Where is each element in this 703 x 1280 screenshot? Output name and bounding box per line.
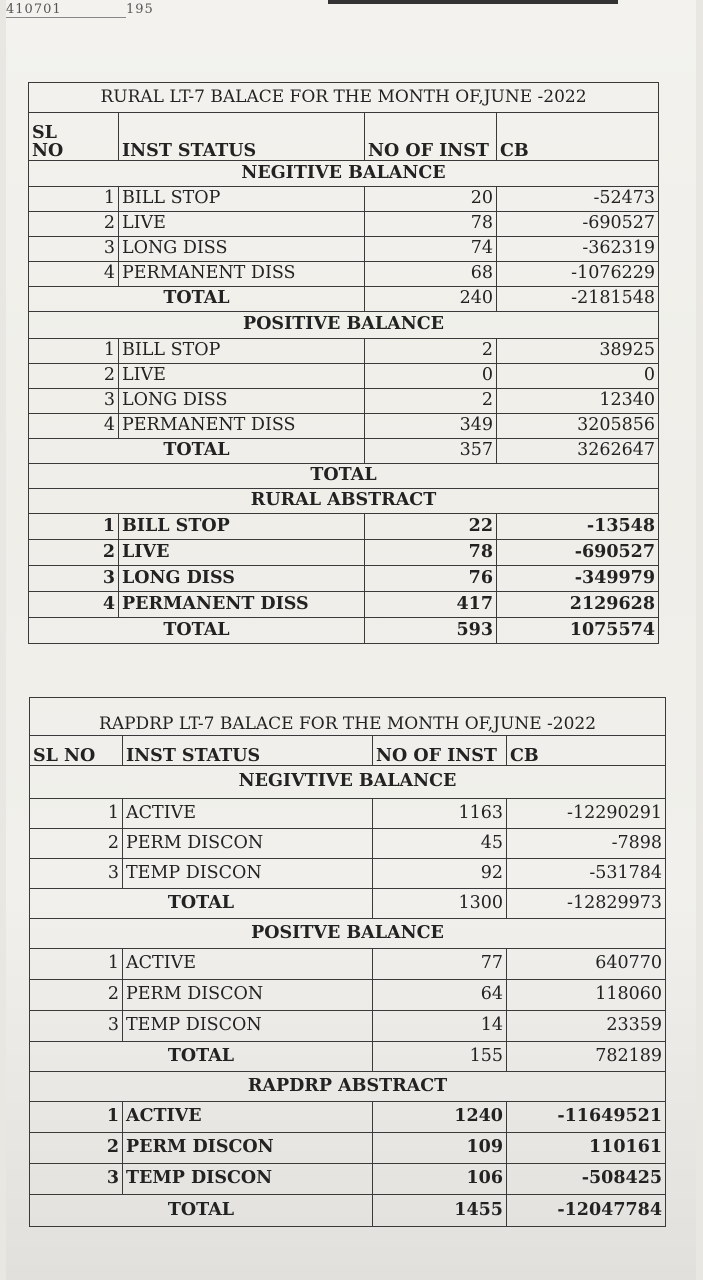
inst-count: 0 <box>365 364 497 389</box>
rapdrp-header-status: INST STATUS <box>123 736 373 766</box>
rural-negative-heading: NEGITIVE BALANCE <box>29 161 659 187</box>
cb-value: 3205856 <box>497 414 659 439</box>
sl-number: 2 <box>30 980 123 1011</box>
table-row <box>30 799 666 829</box>
inst-count: 349 <box>365 414 497 439</box>
inst-status: LONG DISS <box>119 566 365 592</box>
table-row <box>30 1164 666 1195</box>
table-row <box>29 566 659 592</box>
rapdrp-positive-heading: POSITVE BALANCE <box>30 919 666 949</box>
total-label: TOTAL <box>29 618 365 644</box>
rural-abstract-heading: RURAL ABSTRACT <box>29 489 659 514</box>
rapdrp-abstract-heading-row <box>30 1072 666 1102</box>
total-row <box>30 889 666 919</box>
rural-balance-table <box>28 82 659 644</box>
inst-status: ACTIVE <box>123 799 373 829</box>
rapdrp-positive-heading-row <box>30 919 666 949</box>
table-row <box>29 540 659 566</box>
total-label: TOTAL <box>29 287 365 312</box>
inst-status: LONG DISS <box>119 237 365 262</box>
table-row <box>30 1011 666 1042</box>
inst-status: PERM DISCON <box>123 980 373 1011</box>
cb-value: -13548 <box>497 514 659 540</box>
rural-title: RURAL LT-7 BALACE FOR THE MONTH OF,JUNE -2022 <box>29 83 659 113</box>
cb-value: -508425 <box>507 1164 666 1195</box>
inst-status: ACTIVE <box>123 1102 373 1133</box>
table-row <box>30 859 666 889</box>
scrap-text-2: 195 <box>126 2 154 17</box>
total-inst: 240 <box>365 287 497 312</box>
inst-count: 22 <box>365 514 497 540</box>
rapdrp-header-inst: NO OF INST <box>373 736 507 766</box>
total-cb: 3262647 <box>497 439 659 464</box>
sl-number: 1 <box>30 949 123 980</box>
total-row <box>30 1042 666 1072</box>
sl-number: 3 <box>29 237 119 262</box>
sl-number: 1 <box>30 1102 123 1133</box>
table-row <box>29 414 659 439</box>
table-row <box>30 949 666 980</box>
cb-value: 23359 <box>507 1011 666 1042</box>
table-row <box>29 187 659 212</box>
sl-number: 1 <box>29 187 119 212</box>
inst-status: LIVE <box>119 212 365 237</box>
rural-header-cb: CB <box>497 113 659 161</box>
inst-status: PERMANENT DISS <box>119 592 365 618</box>
sl-number: 3 <box>29 389 119 414</box>
inst-count: 14 <box>373 1011 507 1042</box>
table-row <box>30 980 666 1011</box>
table-row <box>29 262 659 287</box>
table-row <box>30 829 666 859</box>
table-row <box>29 237 659 262</box>
inst-status: BILL STOP <box>119 339 365 364</box>
sl-number: 2 <box>30 1133 123 1164</box>
cb-value: -1076229 <box>497 262 659 287</box>
inst-count: 78 <box>365 212 497 237</box>
total-inst: 1300 <box>373 889 507 919</box>
sl-number: 4 <box>29 414 119 439</box>
total-cb: 1075574 <box>497 618 659 644</box>
cb-value: -531784 <box>507 859 666 889</box>
inst-count: 77 <box>373 949 507 980</box>
total-inst: 593 <box>365 618 497 644</box>
sl-number: 2 <box>29 540 119 566</box>
inst-count: 45 <box>373 829 507 859</box>
rural-grand-total-heading: TOTAL <box>29 464 659 489</box>
sl-number: 1 <box>30 799 123 829</box>
total-inst: 155 <box>373 1042 507 1072</box>
inst-status: PERMANENT DISS <box>119 414 365 439</box>
inst-count: 1240 <box>373 1102 507 1133</box>
inst-count: 68 <box>365 262 497 287</box>
cb-value: 0 <box>497 364 659 389</box>
inst-count: 64 <box>373 980 507 1011</box>
rural-positive-heading-row <box>29 312 659 339</box>
cb-value: -12290291 <box>507 799 666 829</box>
total-row <box>29 287 659 312</box>
inst-count: 109 <box>373 1133 507 1164</box>
cb-value: 118060 <box>507 980 666 1011</box>
table-row <box>29 514 659 540</box>
sl-number: 1 <box>29 339 119 364</box>
rural-grand-total-heading-row <box>29 464 659 489</box>
inst-count: 20 <box>365 187 497 212</box>
sl-number: 2 <box>29 212 119 237</box>
cb-value: -11649521 <box>507 1102 666 1133</box>
inst-count: 76 <box>365 566 497 592</box>
cb-value: -690527 <box>497 540 659 566</box>
total-label: TOTAL <box>30 889 373 919</box>
sl-number: 3 <box>30 859 123 889</box>
table-row <box>29 339 659 364</box>
inst-count: 106 <box>373 1164 507 1195</box>
inst-status: BILL STOP <box>119 187 365 212</box>
sl-number: 3 <box>30 1011 123 1042</box>
inst-status: PERM DISCON <box>123 829 373 859</box>
inst-status: ACTIVE <box>123 949 373 980</box>
cb-value: -690527 <box>497 212 659 237</box>
sl-number: 2 <box>29 364 119 389</box>
sl-number: 4 <box>29 592 119 618</box>
inst-count: 92 <box>373 859 507 889</box>
inst-count: 78 <box>365 540 497 566</box>
rural-positive-heading: POSITIVE BALANCE <box>29 312 659 339</box>
rural-header-inst: NO OF INST <box>365 113 497 161</box>
total-cb: -12829973 <box>507 889 666 919</box>
inst-count: 74 <box>365 237 497 262</box>
cb-value: 640770 <box>507 949 666 980</box>
rapdrp-balance-table <box>29 697 666 1227</box>
cb-value: 110161 <box>507 1133 666 1164</box>
rapdrp-negative-heading-row <box>30 766 666 799</box>
total-inst: 1455 <box>373 1195 507 1227</box>
cb-value: -7898 <box>507 829 666 859</box>
cb-value: 38925 <box>497 339 659 364</box>
top-edge-bar <box>328 0 618 4</box>
inst-count: 2 <box>365 339 497 364</box>
table-row <box>29 592 659 618</box>
inst-status: PERMANENT DISS <box>119 262 365 287</box>
table-row <box>29 212 659 237</box>
sl-number: 1 <box>29 514 119 540</box>
rapdrp-header-cb: CB <box>507 736 666 766</box>
total-cb: -12047784 <box>507 1195 666 1227</box>
total-row <box>30 1195 666 1227</box>
total-label: TOTAL <box>29 439 365 464</box>
table-row <box>29 364 659 389</box>
table-row <box>30 1102 666 1133</box>
torn-header-scrap <box>6 0 266 22</box>
inst-status: LIVE <box>119 540 365 566</box>
sl-number: 3 <box>30 1164 123 1195</box>
inst-status: TEMP DISCON <box>123 1164 373 1195</box>
sl-number: 4 <box>29 262 119 287</box>
total-cb: 782189 <box>507 1042 666 1072</box>
rapdrp-negative-heading: NEGIVTIVE BALANCE <box>30 766 666 799</box>
inst-status: LIVE <box>119 364 365 389</box>
inst-status: TEMP DISCON <box>123 1011 373 1042</box>
inst-count: 2 <box>365 389 497 414</box>
rural-negative-heading-row <box>29 161 659 187</box>
total-cb: -2181548 <box>497 287 659 312</box>
rapdrp-header-sl: SL NO <box>30 736 123 766</box>
sl-number: 3 <box>29 566 119 592</box>
cb-value: -362319 <box>497 237 659 262</box>
sl-number: 2 <box>30 829 123 859</box>
inst-status: LONG DISS <box>119 389 365 414</box>
cb-value: -349979 <box>497 566 659 592</box>
rapdrp-title: RAPDRP LT-7 BALACE FOR THE MONTH OF,JUNE -2022 <box>30 698 666 736</box>
total-label: TOTAL <box>30 1042 373 1072</box>
cb-value: 2129628 <box>497 592 659 618</box>
rapdrp-abstract-heading: RAPDRP ABSTRACT <box>30 1072 666 1102</box>
inst-status: BILL STOP <box>119 514 365 540</box>
table-row <box>30 1133 666 1164</box>
rural-header-sl: SL NO <box>29 113 119 161</box>
total-row <box>29 618 659 644</box>
scrap-text: 410701 <box>6 2 62 17</box>
total-inst: 357 <box>365 439 497 464</box>
table-row <box>29 389 659 414</box>
rural-header-status: INST STATUS <box>119 113 365 161</box>
cb-value: -52473 <box>497 187 659 212</box>
total-row <box>29 439 659 464</box>
total-label: TOTAL <box>30 1195 373 1227</box>
inst-status: TEMP DISCON <box>123 859 373 889</box>
inst-count: 1163 <box>373 799 507 829</box>
cb-value: 12340 <box>497 389 659 414</box>
inst-count: 417 <box>365 592 497 618</box>
rural-abstract-heading-row <box>29 489 659 514</box>
inst-status: PERM DISCON <box>123 1133 373 1164</box>
